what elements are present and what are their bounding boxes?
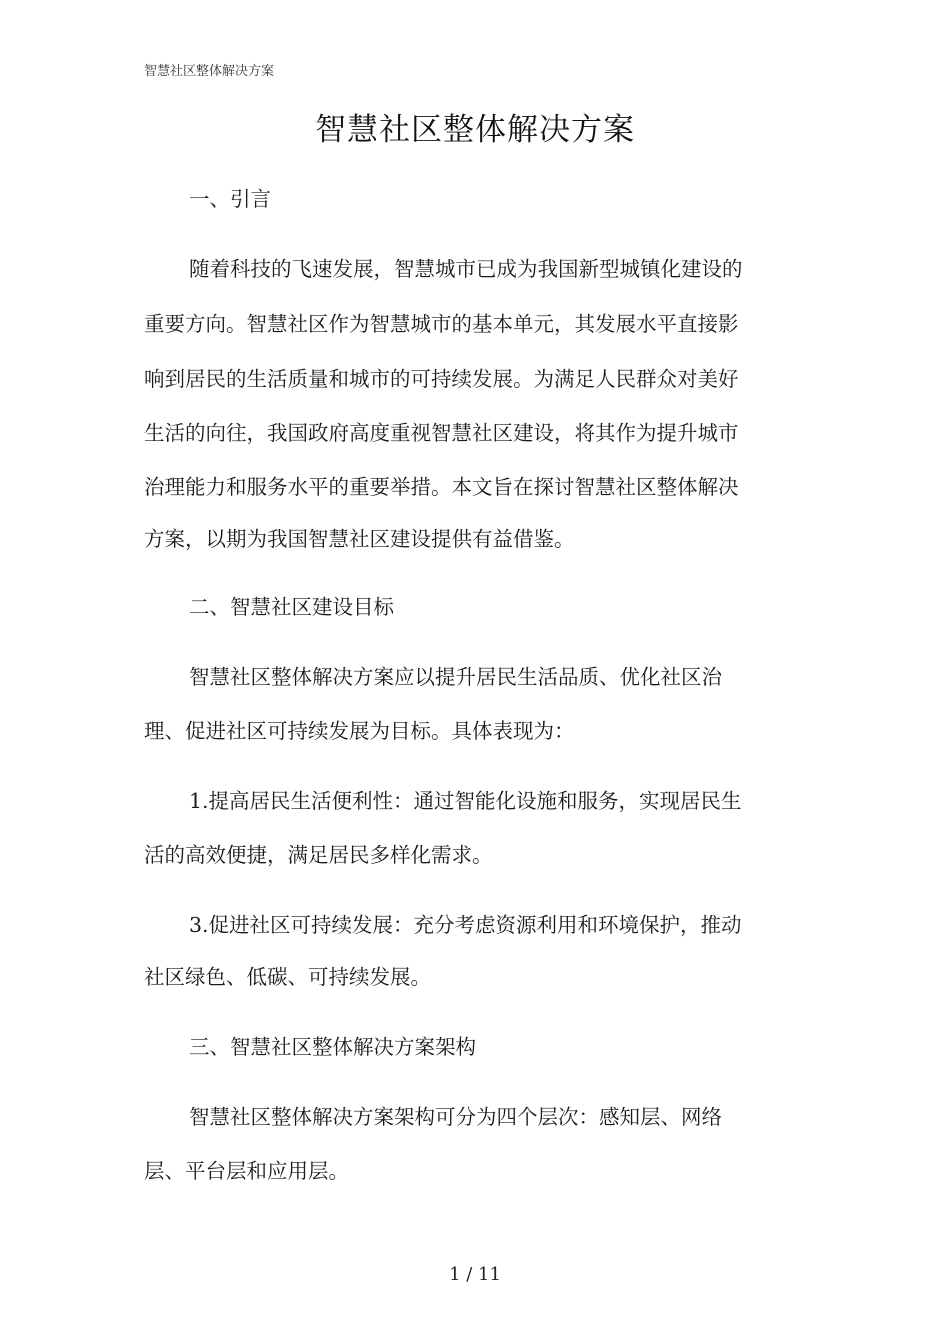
- text-line: 活的高效便捷，满足居民多样化需求。: [144, 843, 493, 867]
- text-line: 智慧社区整体解决方案应以提升居民生活品质、优化社区治: [189, 665, 722, 689]
- text-line: 3.促进社区可持续发展：充分考虑资源利用和环境保护，推动: [189, 913, 742, 937]
- text-line: 社区绿色、低碳、可持续发展。: [144, 965, 431, 989]
- text-line: 二、智慧社区建设目标: [189, 595, 394, 619]
- text-line: 层、平台层和应用层。: [144, 1159, 349, 1183]
- text-line: 随着科技的飞速发展，智慧城市已成为我国新型城镇化建设的: [189, 257, 743, 281]
- text-line: 理、促进社区可持续发展为目标。具体表现为：: [144, 719, 575, 743]
- page-number: 1 / 11: [449, 1264, 501, 1285]
- document-title: 智慧社区整体解决方案: [315, 112, 635, 148]
- text-line: 响到居民的生活质量和城市的可持续发展。为满足人民群众对美好: [144, 367, 739, 391]
- text-line: 1.提高居民生活便利性：通过智能化设施和服务，实现居民生: [189, 789, 742, 813]
- text-line: 一、引言: [189, 187, 271, 211]
- text-line: 方案，以期为我国智慧社区建设提供有益借鉴。: [144, 527, 575, 551]
- text-line: 三、智慧社区整体解决方案架构: [189, 1035, 476, 1059]
- text-line: 生活的向往，我国政府高度重视智慧社区建设，将其作为提升城市: [144, 421, 739, 445]
- text-line: 治理能力和服务水平的重要举措。本文旨在探讨智慧社区整体解决: [144, 475, 739, 499]
- text-line: 重要方向。智慧社区作为智慧城市的基本单元，其发展水平直接影: [144, 312, 739, 336]
- text-line: 智慧社区整体解决方案架构可分为四个层次：感知层、网络: [189, 1105, 722, 1129]
- running-header: 智慧社区整体解决方案: [144, 64, 275, 79]
